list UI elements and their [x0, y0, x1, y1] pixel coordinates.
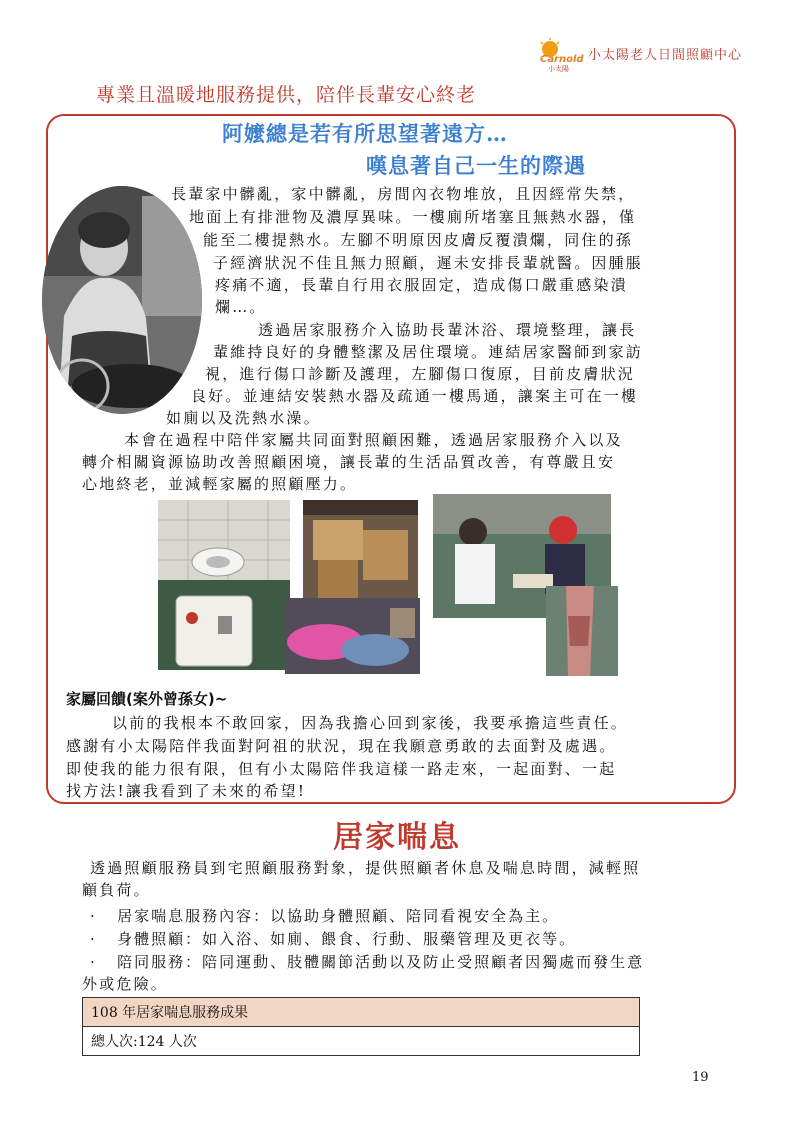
bullet-mark: ·: [90, 907, 97, 925]
bullet-item: [90, 905, 559, 927]
section-heading: 居家喘息: [333, 820, 461, 855]
bullet-text: 居家喘息服務內容：以協助身體照顧、陪同看視安全為主。: [117, 907, 560, 925]
story-line: 本會在過程中陪伴家屬共同面對照顧困難，透過居家服務介入以及: [124, 431, 623, 449]
org-name: 小太陽老人日間照顧中心: [588, 48, 743, 63]
story-line: 如廁以及洗熱水澡。: [166, 409, 321, 427]
story-line: 視，進行傷口診斷及護理，左腳傷口復原，目前皮膚狀況: [205, 365, 636, 383]
story-line: 地面上有排泄物及濃厚異味。一樓廁所堵塞且無熱水器，僅: [189, 208, 637, 226]
feedback-line: 找方法!讓我看到了未來的希望!: [66, 782, 307, 800]
table-header-cell: 108 年居家喘息服務成果: [83, 998, 640, 1027]
story-title-line1: 阿嬤總是若有所思望著遠方…: [222, 121, 508, 146]
wound-leg-photo: [546, 586, 618, 676]
svg-text:Carnold: Carnold: [540, 54, 584, 65]
feedback-line: 即使我的能力很有限，但有小太陽陪伴我這樣一路走來，一起面對、一起: [66, 760, 617, 778]
story-line: 爛…。: [215, 298, 267, 316]
story-title-line2: 嘆息著自己一生的際遇: [366, 153, 586, 178]
cluttered-boxes-photo: [303, 500, 418, 605]
bullet-mark: ·: [90, 930, 97, 948]
bullet-item: [90, 951, 644, 973]
intro-line: 顧負荷。: [82, 881, 151, 899]
elder-portrait-photo: [42, 186, 202, 414]
table-cell: 總人次:124 人次: [83, 1027, 640, 1056]
respite-results-table: [82, 997, 640, 1056]
story-line: 良好。並連結安裝熱水器及疏通一樓馬通，讓案主可在一樓: [191, 387, 639, 405]
story-line: 子經濟狀況不佳且無力照顧，遲未安排長輩就醫。因腫脹: [213, 254, 644, 272]
bullet-text: 身體照顧：如入浴、如廁、餵食、行動、服藥管理及更衣等。: [117, 930, 577, 948]
squat-toilet-photo: [158, 500, 290, 670]
table-row: [83, 1027, 640, 1056]
story-line: 長輩家中髒亂，家中髒亂，房間內衣物堆放，且因經常失禁，: [171, 185, 636, 203]
story-line: 透過居家服務介入協助長輩沐浴、環境整理，讓長: [258, 321, 637, 339]
bullet-continuation: 外或危險。: [82, 975, 169, 993]
bullet-text: 陪同服務：陪同運動、肢體關節活動以及防止受照顧者因獨處而發生意: [117, 953, 645, 971]
feedback-line: 感謝有小太陽陪伴我面對阿祖的狀況，現在我願意勇敢的去面對及處遇。: [66, 737, 617, 755]
tagline: 專業且溫暖地服務提供，陪伴長輩安心終老: [96, 84, 477, 106]
table-header-row: [83, 998, 640, 1027]
story-line: 輩維持良好的身體整潔及居住環境。連結居家醫師到家訪: [213, 343, 644, 361]
carnold-logo: [538, 38, 584, 72]
intro-line: 透過照顧服務員到宅照顧服務對象，提供照顧者休息及喘息時間，減輕照: [90, 859, 641, 877]
svg-text:小太陽: 小太陽: [548, 65, 569, 72]
feedback-line: 以前的我根本不敢回家，因為我擔心回到家後，我要承擔這些責任。: [112, 714, 629, 732]
page-number: 19: [692, 1070, 709, 1085]
story-line: 能至二樓提熱水。左腳不明原因皮膚反覆潰爛，同住的孫: [203, 231, 634, 249]
messy-bedroom-photo: [285, 598, 420, 674]
story-line: 疼痛不適，長輩自行用衣服固定，造成傷口嚴重感染潰: [215, 276, 628, 294]
bullet-mark: ·: [90, 953, 97, 971]
bullet-item: [90, 928, 576, 950]
story-line: 心地終老，並減輕家屬的照顧壓力。: [82, 475, 358, 493]
story-line: 轉介相關資源協助改善照顧困境，讓長輩的生活品質改善，有尊嚴且安: [82, 453, 616, 471]
family-feedback-title: 家屬回饋(案外曾孫女)~: [66, 690, 228, 708]
